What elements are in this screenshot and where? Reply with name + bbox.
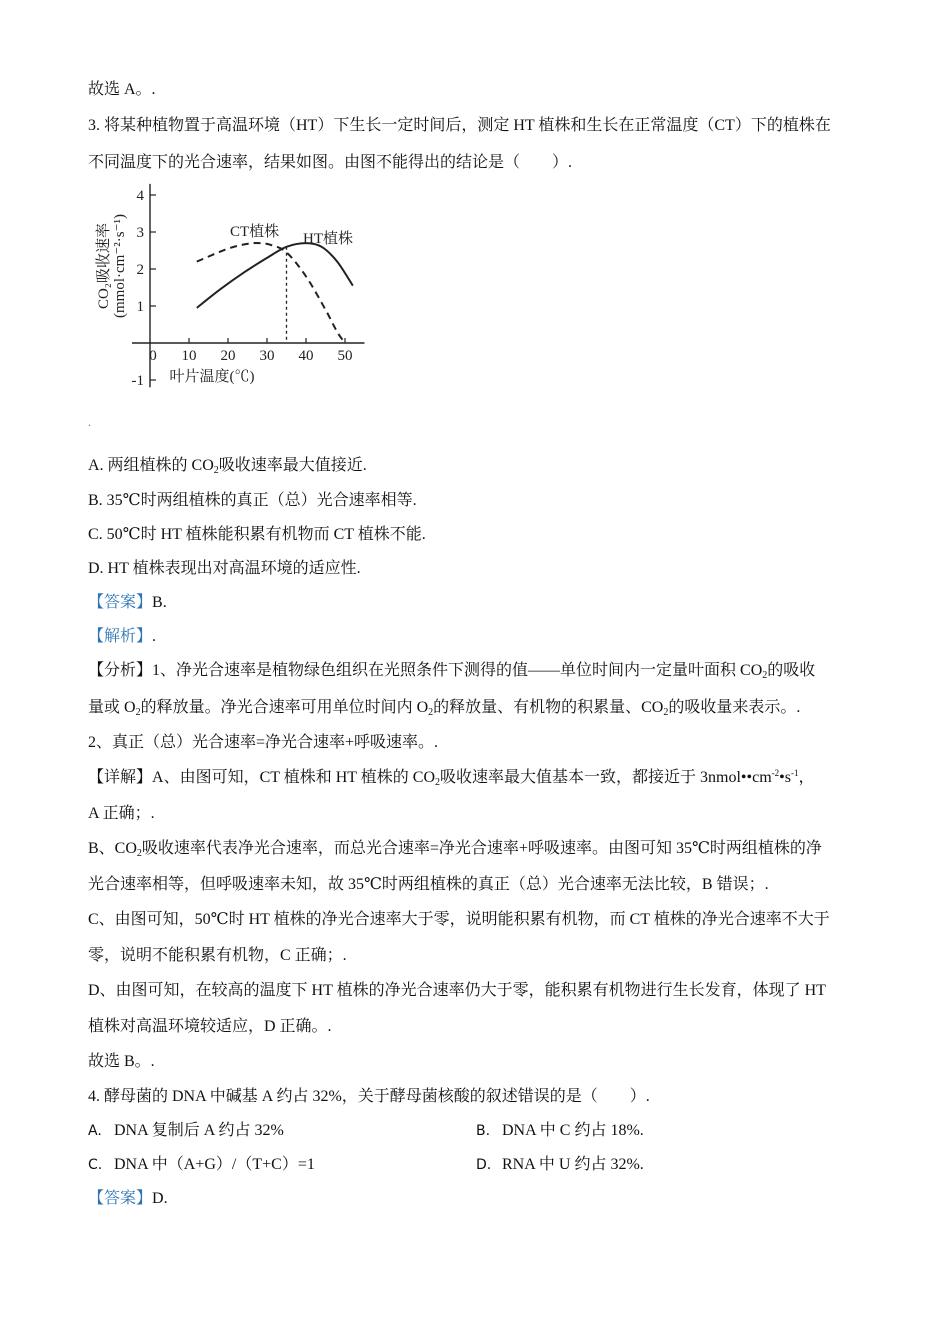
ct-series-line (197, 243, 345, 343)
y-tick-label: 3 (136, 225, 144, 241)
x-tick-label: 50 (337, 348, 353, 364)
q3-stem-line1: 3. 将某种植物置于高温环境（HT）下生长一定时间后，测定 HT 植株和生长在正常温度（CT）下的植株在 (88, 117, 831, 134)
y-axis-title-line2: (mmol·cm⁻²·s⁻¹) (112, 214, 128, 318)
y-tick-label: 2 (136, 262, 144, 278)
q3-xiangjie-a2: A 正确；. (88, 805, 155, 822)
q3-analysis-heading: 【解析】. (88, 628, 157, 645)
q3-stem-line2: 不同温度下的光合速率，结果如图。由图不能得出的结论是（ ）. (88, 154, 573, 171)
q3-option-c: C. 50℃时 HT 植株能积累有机物而 CT 植株不能. (88, 526, 426, 543)
q3-fenxi-line2: 量或 $O_2$的释放量。净光合速率可用单位时间内 $O_2$的释放量、有机物的积累量、$CO_2$的吸收量来表示。. (88, 699, 801, 718)
q4-option-c: C. DNA 中（A+G）/（T+C）=1 (88, 1156, 315, 1173)
q3-answer: 【答案】B. (88, 594, 167, 611)
q4-option-a: A. DNA 复制后 A 约占 32% (88, 1122, 284, 1139)
chart-trailing-dot: . (88, 415, 91, 429)
x-tick-label: 30 (259, 348, 275, 364)
q4-stem: 4. 酵母菌的 DNA 中碱基 A 约占 32%，关于酵母菌核酸的叙述错误的是（ ）. (88, 1088, 650, 1105)
q3-option-b: B. 35℃时两组植株的真正（总）光合速率相等. (88, 492, 417, 509)
q3-fenxi-line1: 【分析】1、净光合速率是植物绿色组织在光照条件下测得的值——单位时间内一定量叶面积 $CO_2$的吸收 (88, 662, 816, 681)
y-axis-title-line1: CO₂吸收速率 (96, 222, 112, 310)
y-axis-title (94, 214, 128, 318)
q4-answer: 【答案】D. (88, 1190, 168, 1207)
q3-xiangjie-c1: C、由图可知，50℃时 HT 植株的净光合速率大于零，说明能积累有机物，而 CT 植株的净光合速率不大于 (88, 911, 830, 928)
co2-absorption-chart (88, 180, 388, 400)
q3-xiangjie-d1: D、由图可知，在较高的温度下 HT 植株的净光合速率仍大于零，能积累有机物进行生长发育，体现了 HT (88, 982, 826, 999)
ht-series-line (197, 243, 353, 308)
q3-xiangjie-b2: 光合速率相等，但呼吸速率未知，故 35℃时两组植株的真正（总）光合速率无法比较，B 错误；. (88, 876, 769, 893)
previous-conclusion: 故选 A。. (88, 81, 156, 98)
x-tick-label: 10 (181, 348, 197, 364)
q4-option-b: B. DNA 中 C 约占 18%. (476, 1122, 644, 1139)
q3-xiangjie-d2: 植株对高温环境较适应，D 正确。. (88, 1018, 332, 1035)
q3-option-d: D. HT 植株表现出对高温环境的适应性. (88, 560, 361, 577)
ht-series-label: HT植株 (303, 231, 353, 247)
x-tick-label: 20 (220, 348, 236, 364)
q3-option-a: A. 两组植株的 $CO_2$吸收速率最大值接近. (88, 457, 367, 476)
x-axis-title: 叶片温度(℃) (169, 369, 255, 385)
x-tick-label: 40 (298, 348, 314, 364)
ct-series-label: CT植株 (230, 224, 280, 240)
q3-conclusion: 故选 B。. (88, 1053, 155, 1070)
q3-xiangjie-a1: 【详解】A、由图可知，CT 植株和 HT 植株的 $CO_2$吸收速率最大值基本一致，都接近于 $3nmol••cm^{-2}•s^{-1}$， (88, 768, 815, 788)
q3-xiangjie-c2: 零，说明不能积累有机物，C 正确；. (88, 947, 347, 964)
q4-option-d: D. RNA 中 U 约占 32%. (476, 1156, 644, 1173)
x-tick-label: 0 (149, 348, 157, 364)
y-tick-label: -1 (131, 373, 144, 389)
q3-xiangjie-b1: B、$CO_2$吸收速率代表净光合速率，而总光合速率=净光合速率+呼吸速率。由图可知 35℃时两组植株的净 (88, 840, 822, 859)
y-tick-label: 1 (136, 299, 144, 315)
q3-fenxi-line3: 2、真正（总）光合速率=净光合速率+呼吸速率。. (88, 734, 439, 751)
y-tick-label: 4 (136, 188, 144, 204)
